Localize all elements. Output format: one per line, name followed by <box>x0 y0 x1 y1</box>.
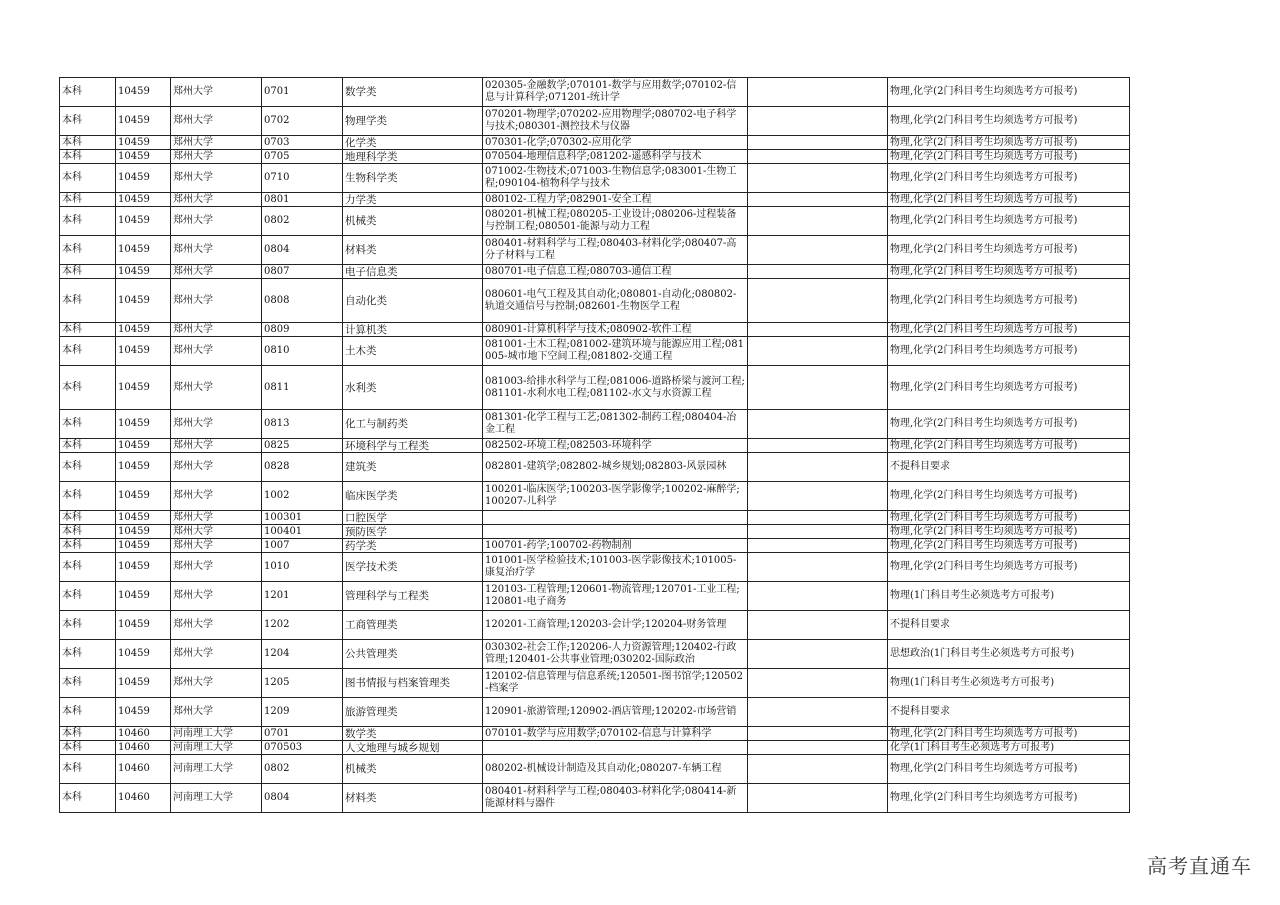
level-cell: 本科 <box>60 150 116 164</box>
note-cell <box>748 136 888 150</box>
note-cell <box>748 553 888 582</box>
table-row <box>60 207 1130 236</box>
level-cell: 本科 <box>60 78 116 107</box>
table-row <box>60 150 1130 164</box>
major-name-cell: 预防医学 <box>343 525 483 539</box>
table-row <box>60 337 1130 366</box>
subject-requirement-cell: 物理,化学(2门科目考生均须选考方可报考) <box>888 727 1130 741</box>
school-code-cell: 10459 <box>116 107 171 136</box>
school-code-cell: 10459 <box>116 453 171 482</box>
note-cell <box>748 193 888 207</box>
note-cell <box>748 640 888 669</box>
school-code-cell: 10459 <box>116 150 171 164</box>
school-name-cell: 郑州大学 <box>171 136 262 150</box>
major-name-cell: 物理学类 <box>343 107 483 136</box>
school-name-cell: 郑州大学 <box>171 366 262 410</box>
school-code-cell: 10459 <box>116 611 171 640</box>
major-code-cell: 1002 <box>262 482 343 511</box>
included-majors-cell: 080401-材料科学与工程;080403-材料化学;080414-新能源材料与器件 <box>483 784 748 813</box>
major-code-cell: 0809 <box>262 323 343 337</box>
note-cell <box>748 698 888 727</box>
level-cell: 本科 <box>60 741 116 755</box>
school-name-cell: 郑州大学 <box>171 410 262 439</box>
note-cell <box>748 236 888 265</box>
note-cell <box>748 366 888 410</box>
included-majors-cell: 081001-土木工程;081002-建筑环境与能源应用工程;081005-城市地下空间工程;081802-交通工程 <box>483 337 748 366</box>
subject-requirement-cell: 物理(1门科目考生必须选考方可报考) <box>888 669 1130 698</box>
school-code-cell: 10459 <box>116 698 171 727</box>
level-cell: 本科 <box>60 784 116 813</box>
table-row <box>60 525 1130 539</box>
table-row <box>60 236 1130 265</box>
table-row <box>60 482 1130 511</box>
major-code-cell: 1205 <box>262 669 343 698</box>
level-cell: 本科 <box>60 337 116 366</box>
major-name-cell: 土木类 <box>343 337 483 366</box>
school-name-cell: 郑州大学 <box>171 453 262 482</box>
table-row <box>60 511 1130 525</box>
included-majors-cell: 080901-计算机科学与技术;080902-软件工程 <box>483 323 748 337</box>
major-name-cell: 计算机类 <box>343 323 483 337</box>
school-code-cell: 10459 <box>116 193 171 207</box>
table-row <box>60 741 1130 755</box>
table-row <box>60 669 1130 698</box>
major-name-cell: 力学类 <box>343 193 483 207</box>
level-cell: 本科 <box>60 755 116 784</box>
subject-requirement-cell: 物理,化学(2门科目考生均须选考方可报考) <box>888 236 1130 265</box>
table-row <box>60 136 1130 150</box>
school-name-cell: 郑州大学 <box>171 669 262 698</box>
major-code-cell: 0808 <box>262 279 343 323</box>
table-row <box>60 410 1130 439</box>
note-cell <box>748 741 888 755</box>
school-code-cell: 10459 <box>116 164 171 193</box>
major-code-cell: 0710 <box>262 164 343 193</box>
table-row <box>60 727 1130 741</box>
subject-requirement-cell: 不提科目要求 <box>888 698 1130 727</box>
included-majors-cell: 101001-医学检验技术;101003-医学影像技术;101005-康复治疗学 <box>483 553 748 582</box>
table-row <box>60 107 1130 136</box>
table-row <box>60 366 1130 410</box>
major-code-cell: 0802 <box>262 755 343 784</box>
note-cell <box>748 410 888 439</box>
table-row <box>60 193 1130 207</box>
table-row <box>60 640 1130 669</box>
major-name-cell: 化工与制药类 <box>343 410 483 439</box>
level-cell: 本科 <box>60 366 116 410</box>
level-cell: 本科 <box>60 410 116 439</box>
table-row <box>60 582 1130 611</box>
level-cell: 本科 <box>60 265 116 279</box>
school-code-cell: 10459 <box>116 236 171 265</box>
included-majors-cell <box>483 741 748 755</box>
school-name-cell: 郑州大学 <box>171 337 262 366</box>
major-code-cell: 070503 <box>262 741 343 755</box>
note-cell <box>748 337 888 366</box>
note-cell <box>748 323 888 337</box>
school-code-cell: 10459 <box>116 337 171 366</box>
school-code-cell: 10460 <box>116 755 171 784</box>
major-name-cell: 机械类 <box>343 755 483 784</box>
major-code-cell: 0828 <box>262 453 343 482</box>
major-name-cell: 材料类 <box>343 784 483 813</box>
note-cell <box>748 582 888 611</box>
note-cell <box>748 265 888 279</box>
school-name-cell: 郑州大学 <box>171 236 262 265</box>
level-cell: 本科 <box>60 640 116 669</box>
subject-requirement-cell: 物理(1门科目考生必须选考方可报考) <box>888 582 1130 611</box>
major-name-cell: 化学类 <box>343 136 483 150</box>
major-name-cell: 人文地理与城乡规划 <box>343 741 483 755</box>
subject-requirement-cell: 物理,化学(2门科目考生均须选考方可报考) <box>888 279 1130 323</box>
major-name-cell: 数学类 <box>343 78 483 107</box>
level-cell: 本科 <box>60 236 116 265</box>
school-name-cell: 郑州大学 <box>171 164 262 193</box>
major-code-cell: 0813 <box>262 410 343 439</box>
subject-requirement-cell: 物理,化学(2门科目考生均须选考方可报考) <box>888 164 1130 193</box>
table-row <box>60 323 1130 337</box>
school-code-cell: 10460 <box>116 784 171 813</box>
major-name-cell: 建筑类 <box>343 453 483 482</box>
major-code-cell: 0807 <box>262 265 343 279</box>
school-name-cell: 郑州大学 <box>171 78 262 107</box>
major-name-cell: 数学类 <box>343 727 483 741</box>
major-code-cell: 0825 <box>262 439 343 453</box>
subject-requirement-cell: 物理,化学(2门科目考生均须选考方可报考) <box>888 78 1130 107</box>
major-code-cell: 0804 <box>262 784 343 813</box>
requirements-table <box>59 77 1130 813</box>
table-row <box>60 164 1130 193</box>
school-code-cell: 10459 <box>116 323 171 337</box>
major-name-cell: 工商管理类 <box>343 611 483 640</box>
major-code-cell: 0810 <box>262 337 343 366</box>
subject-requirement-cell: 物理,化学(2门科目考生均须选考方可报考) <box>888 136 1130 150</box>
level-cell: 本科 <box>60 164 116 193</box>
level-cell: 本科 <box>60 582 116 611</box>
major-name-cell: 旅游管理类 <box>343 698 483 727</box>
school-code-cell: 10460 <box>116 727 171 741</box>
level-cell: 本科 <box>60 107 116 136</box>
subject-requirement-cell: 物理,化学(2门科目考生均须选考方可报考) <box>888 193 1130 207</box>
school-name-cell: 郑州大学 <box>171 193 262 207</box>
school-name-cell: 郑州大学 <box>171 525 262 539</box>
major-name-cell: 医学技术类 <box>343 553 483 582</box>
table-row <box>60 539 1130 553</box>
school-code-cell: 10459 <box>116 439 171 453</box>
included-majors-cell: 020305-金融数学;070101-数学与应用数学;070102-信息与计算科学;071201-统计学 <box>483 78 748 107</box>
level-cell: 本科 <box>60 553 116 582</box>
major-code-cell: 0811 <box>262 366 343 410</box>
subject-requirement-cell: 物理,化学(2门科目考生均须选考方可报考) <box>888 784 1130 813</box>
school-code-cell: 10459 <box>116 482 171 511</box>
level-cell: 本科 <box>60 439 116 453</box>
major-name-cell: 地理科学类 <box>343 150 483 164</box>
included-majors-cell: 070101-数学与应用数学;070102-信息与计算科学 <box>483 727 748 741</box>
level-cell: 本科 <box>60 279 116 323</box>
subject-requirement-cell: 化学(1门科目考生必须选考方可报考) <box>888 741 1130 755</box>
note-cell <box>748 611 888 640</box>
subject-requirement-cell: 物理,化学(2门科目考生均须选考方可报考) <box>888 525 1130 539</box>
table-row <box>60 78 1130 107</box>
table-row <box>60 279 1130 323</box>
note-cell <box>748 439 888 453</box>
included-majors-cell: 070201-物理学;070202-应用物理学;080702-电子科学与技术;080301-测控技术与仪器 <box>483 107 748 136</box>
note-cell <box>748 279 888 323</box>
included-majors-cell: 082502-环境工程;082503-环境科学 <box>483 439 748 453</box>
included-majors-cell: 100201-临床医学;100203-医学影像学;100202-麻醉学;100207-儿科学 <box>483 482 748 511</box>
major-code-cell: 0705 <box>262 150 343 164</box>
table-row <box>60 453 1130 482</box>
included-majors-cell: 120103-工程管理;120601-物流管理;120701-工业工程;120801-电子商务 <box>483 582 748 611</box>
school-code-cell: 10459 <box>116 669 171 698</box>
school-code-cell: 10459 <box>116 265 171 279</box>
subject-requirement-cell: 物理,化学(2门科目考生均须选考方可报考) <box>888 553 1130 582</box>
school-code-cell: 10459 <box>116 410 171 439</box>
major-name-cell: 材料类 <box>343 236 483 265</box>
included-majors-cell: 080201-机械工程;080205-工业设计;080206-过程装备与控制工程;080501-能源与动力工程 <box>483 207 748 236</box>
level-cell: 本科 <box>60 539 116 553</box>
school-name-cell: 郑州大学 <box>171 640 262 669</box>
note-cell <box>748 525 888 539</box>
note-cell <box>748 453 888 482</box>
table-row <box>60 611 1130 640</box>
major-name-cell: 管理科学与工程类 <box>343 582 483 611</box>
school-name-cell: 郑州大学 <box>171 107 262 136</box>
subject-requirement-cell: 物理,化学(2门科目考生均须选考方可报考) <box>888 439 1130 453</box>
table-row <box>60 553 1130 582</box>
major-code-cell: 0701 <box>262 78 343 107</box>
level-cell: 本科 <box>60 453 116 482</box>
note-cell <box>748 207 888 236</box>
school-name-cell: 郑州大学 <box>171 511 262 525</box>
major-code-cell: 0801 <box>262 193 343 207</box>
major-code-cell: 1204 <box>262 640 343 669</box>
major-name-cell: 图书情报与档案管理类 <box>343 669 483 698</box>
major-code-cell: 0802 <box>262 207 343 236</box>
included-majors-cell: 080601-电气工程及其自动化;080801-自动化;080802-轨道交通信号与控制;082601-生物医学工程 <box>483 279 748 323</box>
school-name-cell: 郑州大学 <box>171 698 262 727</box>
major-name-cell: 口腔医学 <box>343 511 483 525</box>
included-majors-cell: 100701-药学;100702-药物制剂 <box>483 539 748 553</box>
school-name-cell: 郑州大学 <box>171 265 262 279</box>
major-name-cell: 水利类 <box>343 366 483 410</box>
school-name-cell: 郑州大学 <box>171 279 262 323</box>
major-name-cell: 药学类 <box>343 539 483 553</box>
included-majors-cell: 080401-材料科学与工程;080403-材料化学;080407-高分子材料与工程 <box>483 236 748 265</box>
table-row <box>60 698 1130 727</box>
school-name-cell: 郑州大学 <box>171 323 262 337</box>
school-name-cell: 郑州大学 <box>171 150 262 164</box>
school-name-cell: 河南理工大学 <box>171 741 262 755</box>
level-cell: 本科 <box>60 525 116 539</box>
major-name-cell: 环境科学与工程类 <box>343 439 483 453</box>
note-cell <box>748 511 888 525</box>
subject-requirement-cell: 物理,化学(2门科目考生均须选考方可报考) <box>888 511 1130 525</box>
included-majors-cell: 081003-给排水科学与工程;081006-道路桥梁与渡河工程;081101-水利水电工程;081102-水文与水资源工程 <box>483 366 748 410</box>
school-code-cell: 10459 <box>116 136 171 150</box>
school-name-cell: 郑州大学 <box>171 553 262 582</box>
school-code-cell: 10459 <box>116 640 171 669</box>
included-majors-cell: 030302-社会工作;120206-人力资源管理;120402-行政管理;120401-公共事业管理;030202-国际政治 <box>483 640 748 669</box>
level-cell: 本科 <box>60 193 116 207</box>
major-code-cell: 100301 <box>262 511 343 525</box>
table-row <box>60 265 1130 279</box>
school-code-cell: 10459 <box>116 539 171 553</box>
major-code-cell: 1007 <box>262 539 343 553</box>
major-code-cell: 0703 <box>262 136 343 150</box>
school-code-cell: 10459 <box>116 78 171 107</box>
major-code-cell: 1202 <box>262 611 343 640</box>
table-body <box>60 78 1130 813</box>
subject-requirement-cell: 物理,化学(2门科目考生均须选考方可报考) <box>888 107 1130 136</box>
school-code-cell: 10459 <box>116 366 171 410</box>
school-name-cell: 郑州大学 <box>171 482 262 511</box>
school-name-cell: 河南理工大学 <box>171 727 262 741</box>
included-majors-cell: 070301-化学;070302-应用化学 <box>483 136 748 150</box>
note-cell <box>748 669 888 698</box>
major-name-cell: 公共管理类 <box>343 640 483 669</box>
included-majors-cell <box>483 511 748 525</box>
subject-requirement-cell: 物理,化学(2门科目考生均须选考方可报考) <box>888 337 1130 366</box>
included-majors-cell: 082801-建筑学;082802-城乡规划;082803-风景园林 <box>483 453 748 482</box>
major-code-cell: 100401 <box>262 525 343 539</box>
level-cell: 本科 <box>60 698 116 727</box>
school-name-cell: 郑州大学 <box>171 611 262 640</box>
subject-requirement-cell: 物理,化学(2门科目考生均须选考方可报考) <box>888 482 1130 511</box>
major-name-cell: 生物科学类 <box>343 164 483 193</box>
level-cell: 本科 <box>60 727 116 741</box>
major-name-cell: 机械类 <box>343 207 483 236</box>
included-majors-cell: 080102-工程力学;082901-安全工程 <box>483 193 748 207</box>
school-name-cell: 郑州大学 <box>171 582 262 611</box>
included-majors-cell: 080202-机械设计制造及其自动化;080207-车辆工程 <box>483 755 748 784</box>
major-code-cell: 0701 <box>262 727 343 741</box>
subject-requirement-cell: 物理,化学(2门科目考生均须选考方可报考) <box>888 366 1130 410</box>
note-cell <box>748 78 888 107</box>
level-cell: 本科 <box>60 611 116 640</box>
level-cell: 本科 <box>60 482 116 511</box>
major-code-cell: 0702 <box>262 107 343 136</box>
included-majors-cell: 070504-地理信息科学;081202-遥感科学与技术 <box>483 150 748 164</box>
school-code-cell: 10459 <box>116 553 171 582</box>
included-majors-cell: 080701-电子信息工程;080703-通信工程 <box>483 265 748 279</box>
included-majors-cell <box>483 525 748 539</box>
included-majors-cell: 120102-信息管理与信息系统;120501-图书馆学;120502-档案学 <box>483 669 748 698</box>
note-cell <box>748 539 888 553</box>
school-name-cell: 郑州大学 <box>171 539 262 553</box>
major-code-cell: 1209 <box>262 698 343 727</box>
major-name-cell: 临床医学类 <box>343 482 483 511</box>
level-cell: 本科 <box>60 511 116 525</box>
level-cell: 本科 <box>60 207 116 236</box>
school-name-cell: 河南理工大学 <box>171 755 262 784</box>
level-cell: 本科 <box>60 669 116 698</box>
subject-requirement-cell: 物理,化学(2门科目考生均须选考方可报考) <box>888 265 1130 279</box>
included-majors-cell: 120901-旅游管理;120902-酒店管理;120202-市场营销 <box>483 698 748 727</box>
subject-requirement-cell: 不提科目要求 <box>888 611 1130 640</box>
school-code-cell: 10459 <box>116 525 171 539</box>
major-code-cell: 0804 <box>262 236 343 265</box>
note-cell <box>748 784 888 813</box>
school-code-cell: 10459 <box>116 207 171 236</box>
school-name-cell: 郑州大学 <box>171 207 262 236</box>
included-majors-cell: 071002-生物技术;071003-生物信息学;083001-生物工程;090104-植物科学与技术 <box>483 164 748 193</box>
subject-requirement-cell: 物理,化学(2门科目考生均须选考方可报考) <box>888 207 1130 236</box>
subject-requirement-cell: 物理,化学(2门科目考生均须选考方可报考) <box>888 539 1130 553</box>
level-cell: 本科 <box>60 323 116 337</box>
note-cell <box>748 755 888 784</box>
major-code-cell: 1010 <box>262 553 343 582</box>
school-name-cell: 郑州大学 <box>171 439 262 453</box>
subject-requirement-cell: 物理,化学(2门科目考生均须选考方可报考) <box>888 410 1130 439</box>
table-row <box>60 439 1130 453</box>
note-cell <box>748 150 888 164</box>
subject-requirement-cell: 思想政治(1门科目考生必须选考方可报考) <box>888 640 1130 669</box>
watermark-text: 高考直通车 <box>1147 854 1252 878</box>
school-code-cell: 10460 <box>116 741 171 755</box>
major-name-cell: 电子信息类 <box>343 265 483 279</box>
school-code-cell: 10459 <box>116 511 171 525</box>
subject-requirement-cell: 物理,化学(2门科目考生均须选考方可报考) <box>888 150 1130 164</box>
included-majors-cell: 081301-化学工程与工艺;081302-制药工程;080404-冶金工程 <box>483 410 748 439</box>
subject-requirement-cell: 物理,化学(2门科目考生均须选考方可报考) <box>888 755 1130 784</box>
subject-requirement-cell: 物理,化学(2门科目考生均须选考方可报考) <box>888 323 1130 337</box>
note-cell <box>748 164 888 193</box>
note-cell <box>748 107 888 136</box>
note-cell <box>748 727 888 741</box>
included-majors-cell: 120201-工商管理;120203-会计学;120204-财务管理 <box>483 611 748 640</box>
school-code-cell: 10459 <box>116 279 171 323</box>
level-cell: 本科 <box>60 136 116 150</box>
note-cell <box>748 482 888 511</box>
major-code-cell: 1201 <box>262 582 343 611</box>
subject-requirement-cell: 不提科目要求 <box>888 453 1130 482</box>
school-name-cell: 河南理工大学 <box>171 784 262 813</box>
major-name-cell: 自动化类 <box>343 279 483 323</box>
table-row <box>60 755 1130 784</box>
school-code-cell: 10459 <box>116 582 171 611</box>
table-row <box>60 784 1130 813</box>
